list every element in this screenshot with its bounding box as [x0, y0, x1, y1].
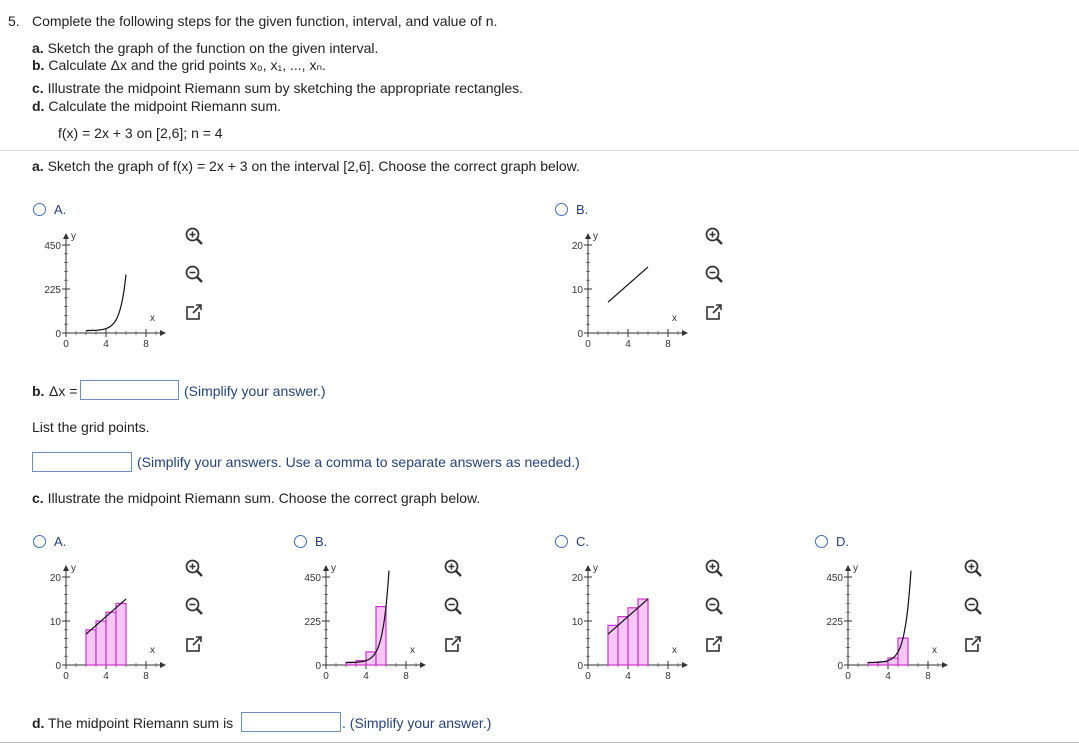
y-axis-label: y: [71, 231, 76, 242]
x-tick-label: 0: [63, 671, 69, 682]
x-tick-label: 4: [885, 671, 891, 682]
graph-part-c-option-a: [30, 557, 180, 687]
y-axis-label: y: [71, 563, 76, 574]
riemann-rectangle: [888, 658, 898, 665]
step-b: [32, 57, 326, 74]
y-axis-label: y: [331, 563, 336, 574]
option-letter: D.: [836, 534, 849, 549]
x-axis-arrow: [942, 662, 948, 668]
y-tick-label: 0: [315, 661, 321, 672]
step-a: [32, 40, 378, 56]
grid-points-label: List the grid points.: [32, 419, 150, 435]
y-tick-label: 20: [571, 241, 583, 252]
y-axis-arrow: [63, 565, 69, 571]
part-letter: c.: [32, 490, 44, 506]
riemann-sum-input[interactable]: [241, 712, 341, 732]
graph-svg: [552, 225, 702, 355]
part-c-prompt: [32, 490, 480, 506]
graph-svg: [30, 557, 180, 687]
function-curve: [86, 275, 126, 331]
open-external-icon[interactable]: [184, 634, 204, 654]
x-tick-label: 8: [665, 339, 671, 350]
step-c: [32, 80, 523, 96]
x-axis-label: x: [672, 645, 677, 656]
y-tick-label: 450: [304, 573, 321, 584]
radio-part-a-option-b[interactable]: [555, 203, 568, 216]
zoom-in-icon[interactable]: [963, 558, 983, 578]
zoom-out-icon[interactable]: [704, 596, 724, 616]
graph-svg: [290, 557, 440, 687]
y-tick-label: 225: [826, 617, 843, 628]
function-statement: f(x) = 2x + 3 on [2,6]; n = 4: [58, 125, 223, 141]
step-text: Illustrate the midpoint Riemann sum by sketching the appropriate rectangles.: [47, 80, 524, 96]
open-external-icon[interactable]: [963, 634, 983, 654]
step-letter: a.: [32, 40, 44, 56]
y-tick-label: 0: [55, 661, 61, 672]
radio-part-a-option-a[interactable]: [33, 203, 46, 216]
y-axis-label: y: [593, 563, 598, 574]
step-letter: c.: [32, 80, 44, 96]
y-axis-arrow: [323, 565, 329, 571]
graph-svg: [812, 557, 962, 687]
x-tick-label: 4: [103, 671, 109, 682]
y-tick-label: 20: [49, 573, 61, 584]
zoom-out-icon[interactable]: [443, 596, 463, 616]
grid-points-input[interactable]: [32, 452, 132, 472]
step-letter: b.: [32, 57, 45, 73]
y-tick-label: 225: [44, 285, 61, 296]
graph-part-c-option-b: [290, 557, 440, 687]
graph-svg: [552, 557, 702, 687]
step-letter: d.: [32, 98, 45, 114]
graph-part-c-option-c: [552, 557, 702, 687]
option-letter: B.: [315, 534, 328, 549]
option-letter: C.: [576, 534, 589, 549]
step-text: Calculate Δx and the grid points x₀, x₁, ..., xₙ.: [48, 57, 326, 73]
open-external-icon[interactable]: [184, 302, 204, 322]
x-tick-label: 4: [625, 671, 631, 682]
y-tick-label: 0: [55, 329, 61, 340]
step-text: Sketch the graph of the function on the given interval.: [47, 40, 379, 56]
zoom-in-icon[interactable]: [704, 226, 724, 246]
x-tick-label: 4: [625, 339, 631, 350]
step-text: Calculate the midpoint Riemann sum.: [48, 98, 282, 114]
x-axis-arrow: [682, 330, 688, 336]
x-tick-label: 8: [143, 671, 149, 682]
delta-x-label: Δx =: [49, 383, 78, 399]
zoom-in-icon[interactable]: [704, 558, 724, 578]
x-axis-label: x: [150, 313, 155, 324]
y-axis-arrow: [63, 233, 69, 239]
zoom-out-icon[interactable]: [963, 596, 983, 616]
part-b-letter: b.: [32, 383, 45, 399]
x-axis-label: x: [410, 645, 415, 656]
y-tick-label: 0: [577, 329, 583, 340]
problem-intro: Complete the following steps for the given function, interval, and value of n.: [32, 13, 498, 29]
zoom-out-icon[interactable]: [184, 596, 204, 616]
riemann-rectangle: [638, 599, 648, 665]
y-axis-arrow: [585, 565, 591, 571]
y-tick-label: 225: [304, 617, 321, 628]
x-axis-label: x: [150, 645, 155, 656]
open-external-icon[interactable]: [704, 302, 724, 322]
zoom-out-icon[interactable]: [184, 264, 204, 284]
x-tick-label: 4: [103, 339, 109, 350]
y-tick-label: 10: [49, 617, 61, 628]
x-axis-label: x: [932, 645, 937, 656]
x-tick-label: 8: [925, 671, 931, 682]
riemann-rectangle: [116, 603, 126, 665]
y-tick-label: 20: [571, 573, 583, 584]
y-axis-arrow: [845, 565, 851, 571]
part-d-letter: d.: [32, 715, 45, 731]
open-external-icon[interactable]: [704, 634, 724, 654]
x-axis-label: x: [672, 313, 677, 324]
riemann-rectangle: [96, 621, 106, 665]
zoom-in-icon[interactable]: [184, 226, 204, 246]
radio-part-c-option-a[interactable]: [33, 535, 46, 548]
riemann-rectangle: [628, 608, 638, 665]
x-tick-label: 0: [323, 671, 329, 682]
y-tick-label: 450: [44, 241, 61, 252]
prompt-text: Sketch the graph of f(x) = 2x + 3 on the interval [2,6]. Choose the correct graph below.: [47, 158, 580, 174]
zoom-in-icon[interactable]: [184, 558, 204, 578]
y-tick-label: 450: [826, 573, 843, 584]
option-letter: A.: [54, 202, 67, 217]
prompt-text: Illustrate the midpoint Riemann sum. Choose the correct graph below.: [47, 490, 481, 506]
radio-part-c-option-c[interactable]: [555, 535, 568, 548]
x-tick-label: 4: [363, 671, 369, 682]
graph-part-c-option-d: [812, 557, 962, 687]
zoom-out-icon[interactable]: [704, 264, 724, 284]
step-d: [32, 98, 281, 114]
x-axis-arrow: [160, 662, 166, 668]
y-axis-label: y: [593, 231, 598, 242]
graph-svg: [30, 225, 180, 355]
x-tick-label: 0: [585, 671, 591, 682]
riemann-rectangle: [608, 625, 618, 665]
graph-part-a-option-a: [30, 225, 180, 355]
y-tick-label: 10: [571, 617, 583, 628]
graph-part-a-option-b: [552, 225, 702, 355]
divider: [0, 150, 1079, 151]
open-external-icon[interactable]: [443, 634, 463, 654]
x-tick-label: 0: [845, 671, 851, 682]
part-letter: a.: [32, 158, 44, 174]
delta-x-input[interactable]: [80, 380, 179, 400]
x-axis-arrow: [420, 662, 426, 668]
riemann-sum-label: The midpoint Riemann sum is: [48, 715, 234, 731]
riemann-sum-hint: . (Simplify your answer.): [342, 715, 492, 731]
y-tick-label: 0: [837, 661, 843, 672]
riemann-rectangle: [86, 630, 96, 665]
x-tick-label: 0: [63, 339, 69, 350]
x-tick-label: 0: [585, 339, 591, 350]
delta-x-hint: (Simplify your answer.): [184, 383, 326, 399]
problem-number: 5.: [8, 13, 20, 29]
x-tick-label: 8: [665, 671, 671, 682]
riemann-rectangle: [106, 612, 116, 665]
grid-points-hint: (Simplify your answers. Use a comma to separate answers as needed.): [137, 454, 580, 470]
y-axis-arrow: [585, 233, 591, 239]
riemann-rectangle: [898, 638, 908, 665]
option-letter: A.: [54, 534, 67, 549]
x-tick-label: 8: [143, 339, 149, 350]
x-axis-arrow: [682, 662, 688, 668]
part-a-prompt: [32, 158, 580, 174]
option-letter: B.: [576, 202, 589, 217]
zoom-in-icon[interactable]: [443, 558, 463, 578]
function-curve: [608, 267, 648, 302]
y-tick-label: 10: [571, 285, 583, 296]
y-axis-label: y: [853, 563, 858, 574]
radio-part-c-option-d[interactable]: [815, 535, 828, 548]
bottom-divider: [0, 742, 1079, 743]
radio-part-c-option-b[interactable]: [294, 535, 307, 548]
x-axis-arrow: [160, 330, 166, 336]
y-tick-label: 0: [577, 661, 583, 672]
x-tick-label: 8: [403, 671, 409, 682]
